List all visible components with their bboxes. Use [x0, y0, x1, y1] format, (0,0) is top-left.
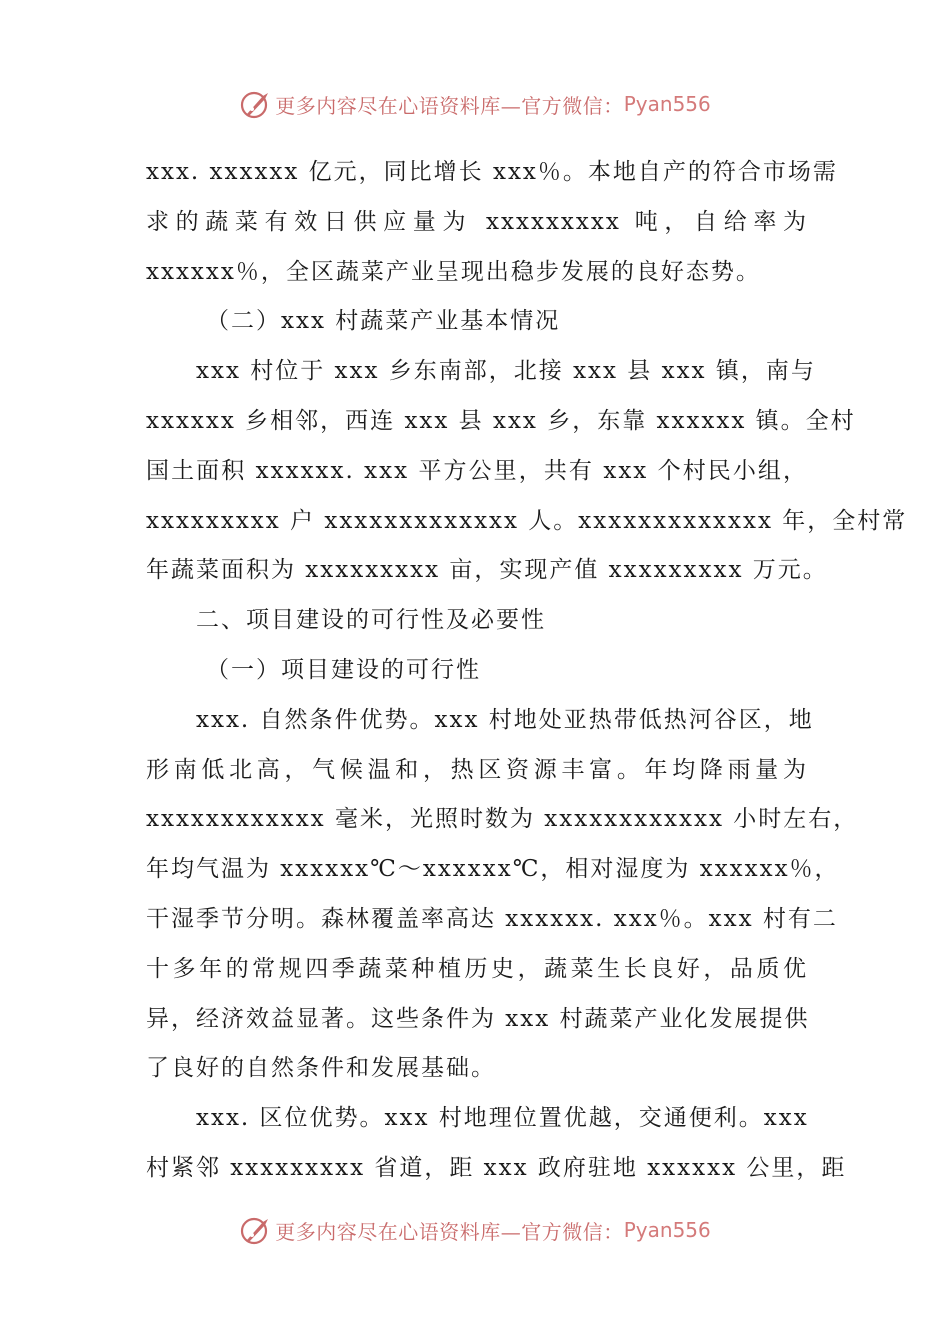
text-line: xxx. xxxxxx 亿元，同比增长 xxx％。本地自产的符合市场需 [146, 159, 838, 185]
watermark-text: 更多内容尽在心语资料库—官方微信： [275, 93, 624, 118]
text-line: xxxxxxxxx 户 xxxxxxxxxxxxx 人。xxxxxxxxxxxxx 年，全村常 [146, 507, 908, 534]
section-heading: （二）xxx 村蔬菜产业基本情况 [206, 308, 561, 335]
watermark-text: 更多内容尽在心语资料库—官方微信： [275, 1219, 624, 1244]
text-line: xxx. 区位优势。xxx 村地理位置优越，交通便利。xxx [196, 1105, 809, 1132]
text-line: 国土面积 xxxxxx. xxx 平方公里，共有 xxx 个村民小组， [146, 457, 808, 484]
text-line: 年均气温为 xxxxxx℃～xxxxxx℃，相对湿度为 xxxxxx％， [146, 856, 840, 883]
watermark-brand: Pyan556 [623, 1218, 711, 1242]
text-line: 干湿季节分明。森林覆盖率高达 xxxxxx. xxx％。xxx 村有二 [146, 905, 838, 932]
section-heading: （一）项目建设的可行性 [206, 656, 481, 683]
text-line: xxxxxxxxxxxx 毫米，光照时数为 xxxxxxxxxxxx 小时左右， [146, 806, 859, 833]
watermark-footer [0, 1210, 950, 1250]
text-line: xxx 村位于 xxx 乡东南部，北接 xxx 县 xxx 镇，南与 [196, 358, 816, 385]
pen-nib-circle-icon [239, 87, 273, 121]
text-line: 村紧邻 xxxxxxxxx 省道，距 xxx 政府驻地 xxxxxx 公里，距 [146, 1154, 847, 1181]
text-line: 十多年的常规四季蔬菜种植历史，蔬菜生长良好，品质优 [146, 955, 808, 982]
pen-nib-circle-icon [239, 1213, 273, 1247]
text-line: 了良好的自然条件和发展基础。 [146, 1055, 496, 1082]
document-body [146, 148, 908, 1194]
watermark-brand: Pyan556 [623, 92, 711, 116]
text-line: xxxxxx 乡相邻，西连 xxx 县 xxx 乡，东靠 xxxxxx 镇。全村 [146, 407, 856, 434]
watermark-header [0, 84, 950, 124]
text-line: 异，经济效益显著。这些条件为 xxx 村蔬菜产业化发展提供 [146, 1005, 810, 1032]
text-line: xxxxxx％，全区蔬菜产业呈现出稳步发展的良好态势。 [146, 258, 761, 285]
text-line: 形南低北高，气候温和，热区资源丰富。年均降雨量为 [146, 756, 808, 783]
section-heading: 二、项目建设的可行性及必要性 [196, 607, 546, 634]
text-line: 求的蔬菜有效日供应量为 xxxxxxxxx 吨，自给率为 [146, 208, 808, 235]
text-line: xxx. 自然条件优势。xxx 村地处亚热带低热河谷区，地 [196, 706, 814, 733]
text-line: 年蔬菜面积为 xxxxxxxxx 亩，实现产值 xxxxxxxxx 万元。 [146, 557, 828, 584]
